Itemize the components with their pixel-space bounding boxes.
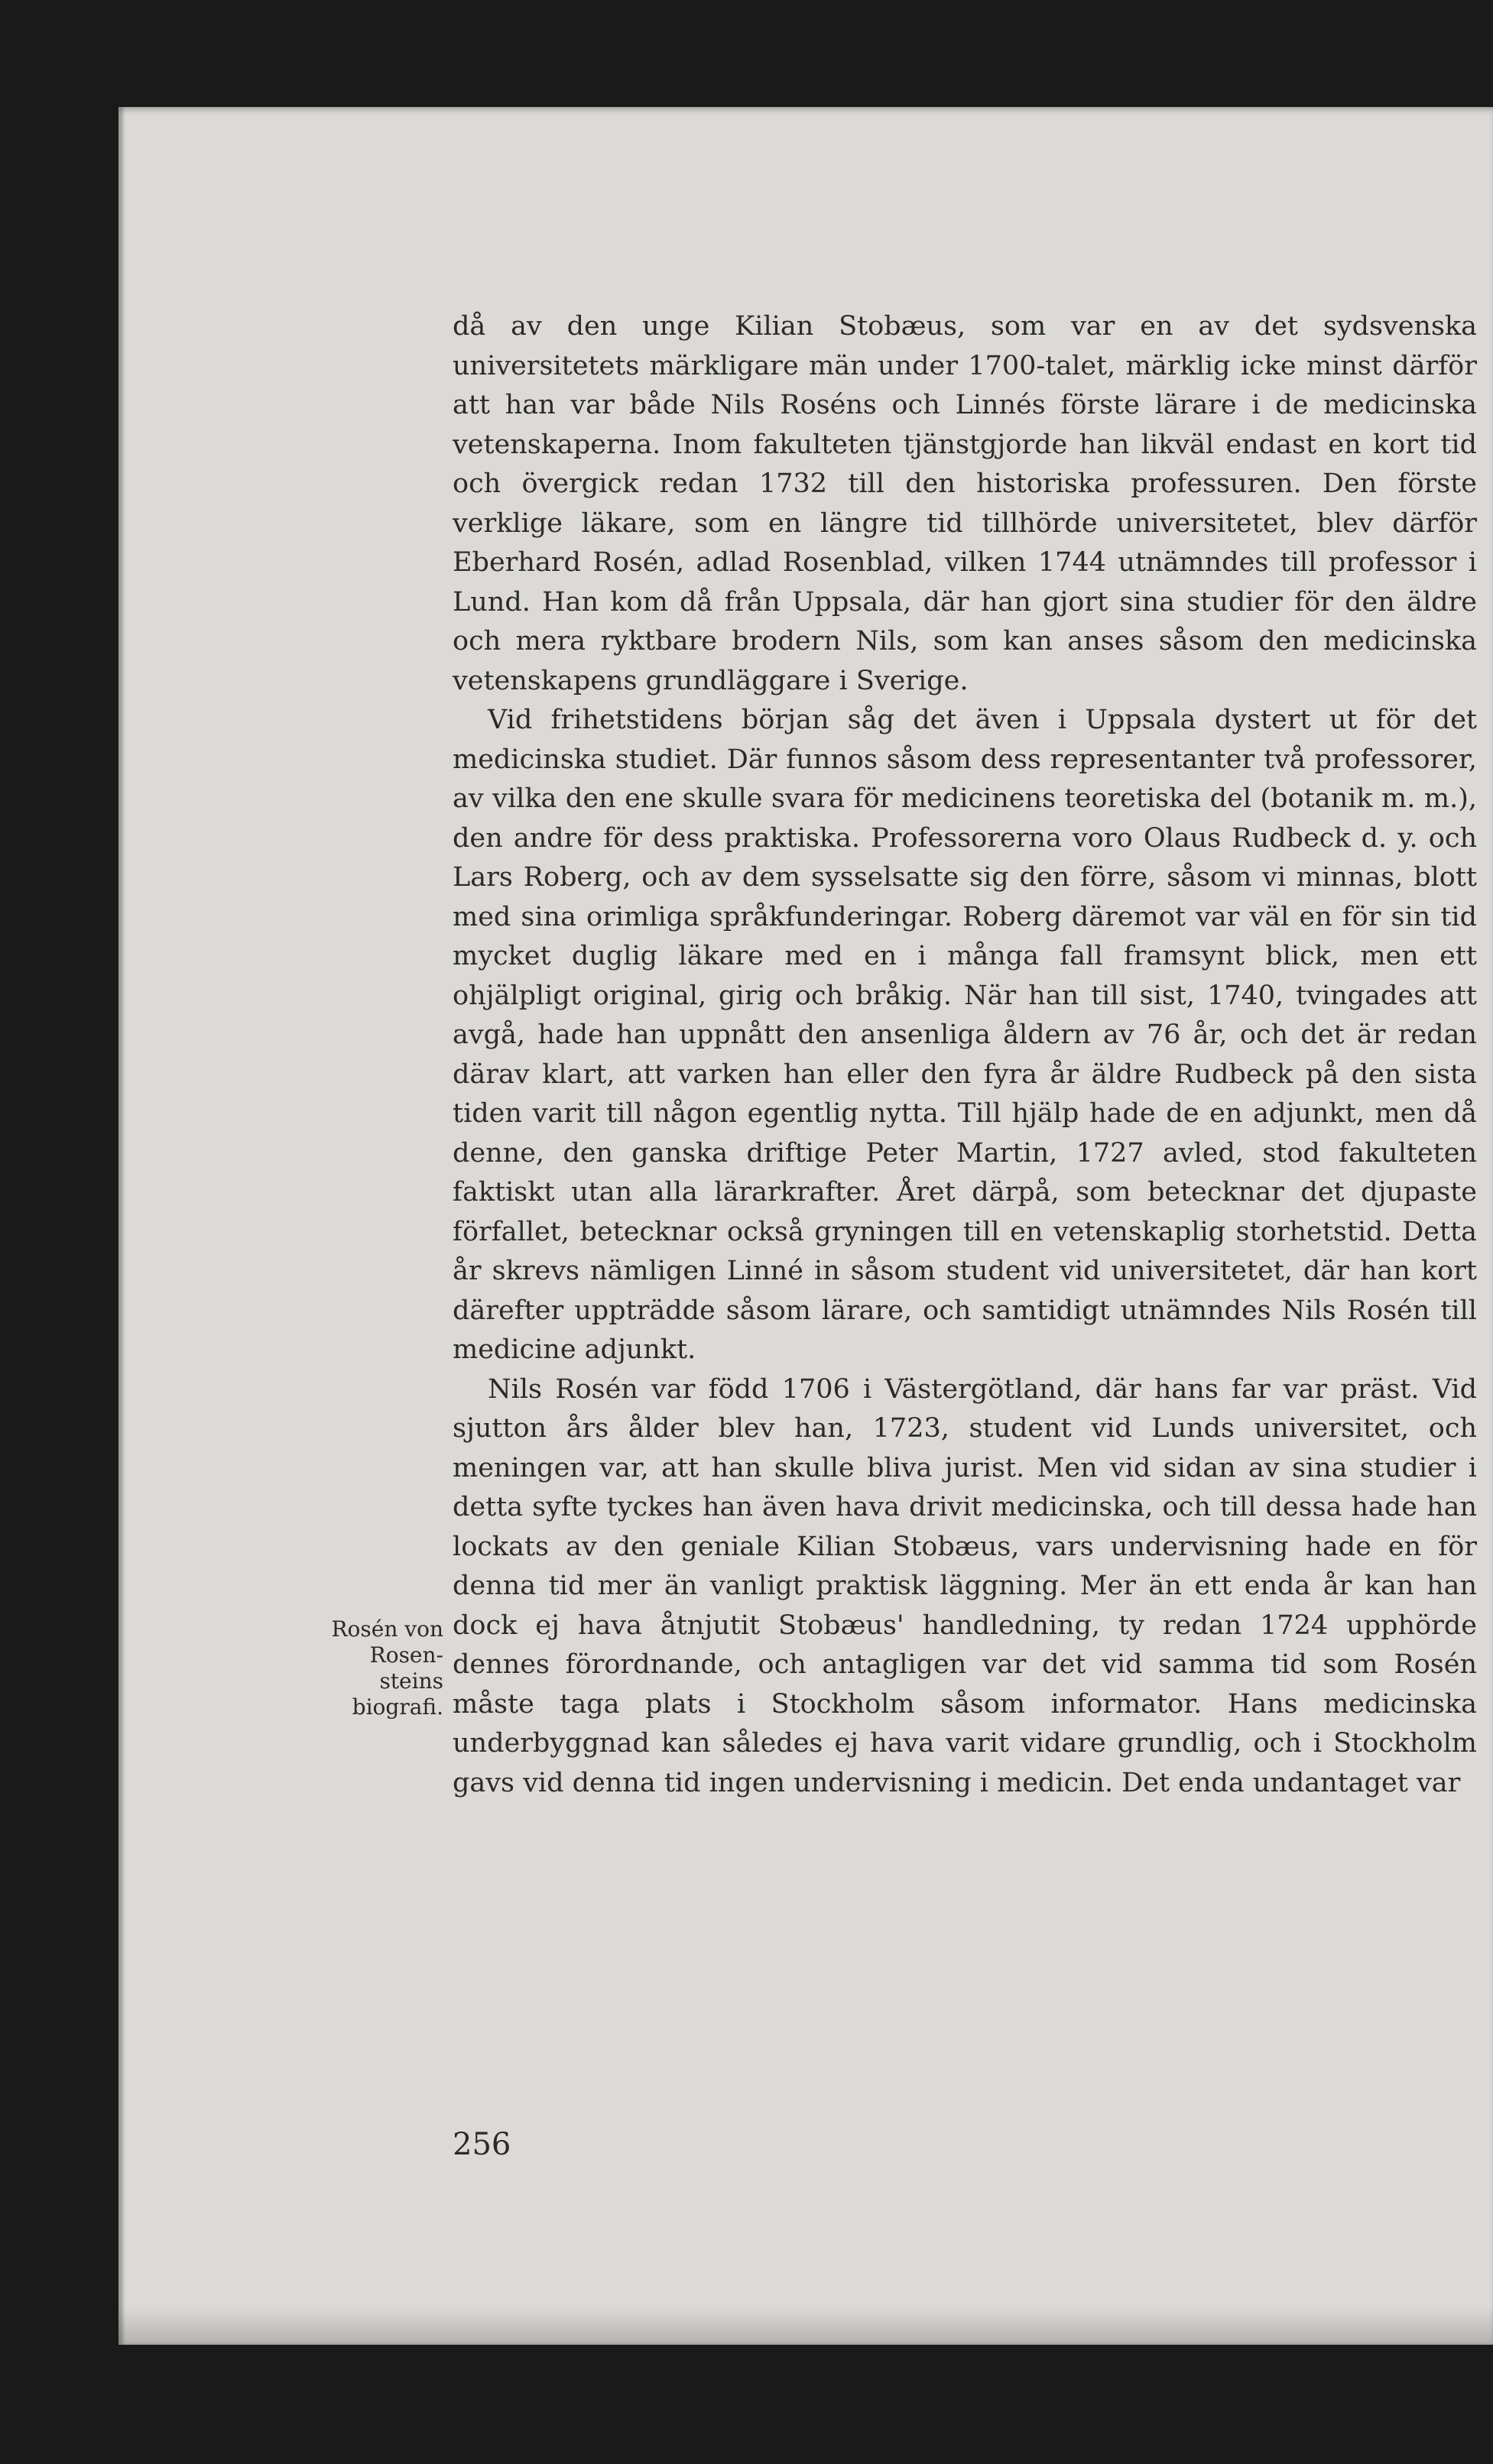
- book-page: [118, 107, 1493, 2345]
- margin-note: [306, 1616, 443, 1720]
- body-text: [453, 307, 1477, 1803]
- margin-note-line: steins: [379, 1668, 443, 1694]
- paragraph-3: Nils Rosén var född 1706 i Västergötland, där hans far var präst. Vid sjutton års ålder blev han, 1723, student vid Lunds universitet, och meningen var, att han skulle bliva jurist. Men vid sidan av sina studier i detta syfte tyckes han även hava drivit medicinska, och till dessa hade han lockats av den geniale Kilian Stobæus, vars undervisning hade en för denna tid mer än vanligt praktisk läggning. Mer än ett enda år kan han dock ej hava åtnjutit Stobæus' handledning, ty redan 1724 upphörde dennes förordnande, och antagligen var det vid samma tid som Rosén måste taga plats i Stockholm såsom informator. Hans medicinska underbyggnad kan således ej hava varit vidare grundlig, och i Stockholm gavs vid denna tid ingen undervisning i medicin. Det enda undantaget var: [453, 1373, 1477, 1798]
- margin-note-line: Rosen-: [369, 1642, 443, 1668]
- margin-note-line: Rosén von: [331, 1616, 443, 1642]
- page-edge-shadow: [118, 2307, 1493, 2345]
- paragraph-2: Vid frihetstidens början såg det även i Uppsala dystert ut för det medicinska studiet. Där funnos såsom dess representanter två professorer, av vilka den ene skulle svara för medicinens teoretiska del (botanik m. m.), den andre för dess praktiska. Professorerna voro Olaus Rudbeck d. y. och Lars Roberg, och av dem sysselsatte sig den förre, såsom vi minnas, blott med sina orimliga språkfunderingar. Roberg däremot var väl en för sin tid mycket duglig läkare med en i många fall framsynt blick, men ett ohjälpligt original, girig och bråkig. När han till sist, 1740, tvingades att avgå, hade han uppnått den ansenliga åldern av 76 år, och det är redan därav klart, att varken han eller den fyra år äldre Rudbeck på den sista tiden varit till någon egentlig nytta. Till hjälp hade de en adjunkt, men då denne, den ganska driftige Peter Martin, 1727 avled, stod fakulteten faktiskt utan alla lärarkrafter. Året därpå, som betecknar det djupaste förfallet, betecknar också gryningen till en vetenskaplig storhetstid. Detta år skrevs nämligen Linné in såsom student vid universitetet, där han kort därefter uppträdde såsom lärare, och samtidigt utnämndes Nils Rosén till medicine adjunkt.: [453, 705, 1477, 1365]
- paragraph-1: då av den unge Kilian Stobæus, som var en av det sydsvenska universitetets märkligare män under 1700-talet, märklig icke minst därför att han var både Nils Roséns och Linnés förste lärare i de medicinska vetenskaperna. Inom fakulteten tjänstgjorde han likväl endast en kort tid och övergick redan 1732 till den historiska professuren. Den förste verklige läkare, som en längre tid tillhörde universitetet, blev därför Eberhard Rosén, adlad Rosenblad, vilken 1744 utnämndes till professor i Lund. Han kom då från Uppsala, där han gjort sina studier för den äldre och mera ryktbare brodern Nils, som kan anses såsom den medicinska vetenskapens grundläggare i Sverige.: [453, 311, 1477, 696]
- margin-note-line: biografi.: [352, 1694, 443, 1720]
- page-number: 256: [453, 2127, 511, 2162]
